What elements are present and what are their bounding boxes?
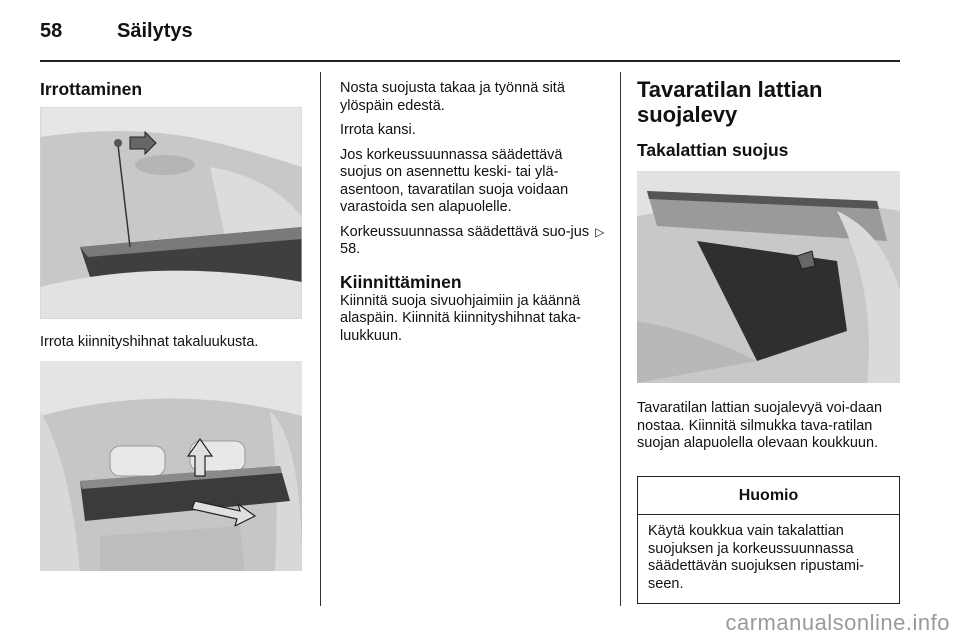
cover-removal-illustration bbox=[40, 107, 302, 319]
floor-cover-instruction: Tavaratilan lattian suojalevyä voi-daan nostaa. Kiinnitä silmukka tava-ratilan suojan alapuolella olevaan koukkuun. bbox=[637, 400, 883, 451]
watermark: carmanualsonline.info bbox=[725, 610, 950, 635]
page-number: 58 bbox=[40, 20, 63, 42]
note-box bbox=[637, 476, 900, 604]
installation-heading: Kiinnittäminen bbox=[340, 271, 462, 292]
rear-floor-cover-subheading: Takalattian suojus bbox=[637, 140, 789, 160]
storage-instruction: Jos korkeussuunnassa säädettävä suojus on asennettu keski- tai ylä-asentoon, tavaratilan suoja voidaan varastoida sen alapuolelle. bbox=[340, 146, 569, 215]
page-header bbox=[40, 18, 900, 58]
lift-instruction: Nosta suojusta takaa ja työnnä sitä ylöspäin edestä. bbox=[340, 80, 565, 114]
cross-reference-text: Korkeussuunnassa säädettävä suo-jus bbox=[340, 223, 590, 240]
removal-heading: Irrottaminen bbox=[40, 79, 143, 99]
column-3 bbox=[637, 72, 900, 161]
column-divider-1 bbox=[320, 72, 321, 606]
cross-reference bbox=[340, 224, 608, 259]
installation-instruction: Kiinnitä suoja sivuohjaimiin ja käännä alaspäin. Kiinnitä kiinnityshihnat taka-luukkuun. bbox=[340, 292, 581, 344]
remove-lid-instruction: Irrota kansi. bbox=[340, 122, 416, 138]
cover-lift-illustration bbox=[40, 361, 302, 571]
note-text: Käytä koukkua vain takalattian suojuksen ja korkeussuunnassa säädettävän suojuksen ripustami-seen. bbox=[648, 523, 865, 592]
cross-reference-page: 58. bbox=[340, 241, 361, 257]
column-1 bbox=[40, 72, 302, 100]
floor-cover-heading: Tavaratilan lattian suojalevy bbox=[637, 77, 823, 127]
section-title: Säilytys bbox=[117, 20, 193, 42]
column-2 bbox=[340, 72, 608, 345]
straps-caption: Irrota kiinnityshihnat takaluukusta. bbox=[40, 334, 259, 350]
column-divider-2 bbox=[620, 72, 621, 606]
floor-cover-illustration bbox=[637, 171, 900, 383]
page-ref-arrow-icon: ▷ bbox=[595, 224, 605, 239]
header-divider bbox=[40, 60, 900, 62]
note-title: Huomio bbox=[638, 477, 899, 515]
